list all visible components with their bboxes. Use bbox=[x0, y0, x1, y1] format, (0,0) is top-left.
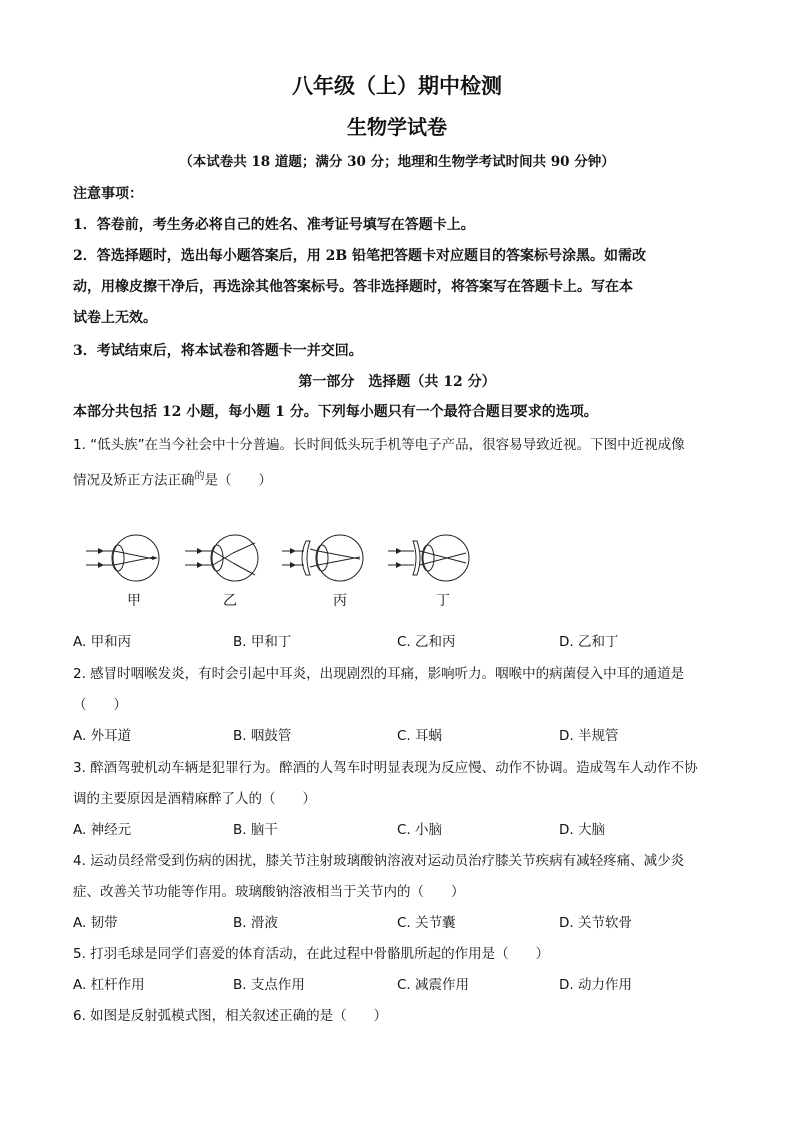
q4-option-b: B. 滑液 bbox=[233, 915, 278, 931]
q3-option-d: D. 大脑 bbox=[559, 822, 605, 838]
note-2-line-3: 试卷上无效。 bbox=[73, 310, 157, 326]
q1-stem-text: 情况及矫正方法正确 bbox=[73, 472, 195, 489]
q4-option-c: C. 关节囊 bbox=[397, 915, 456, 931]
q1-option-c: C. 乙和丙 bbox=[397, 634, 456, 650]
q5-option-a: A. 杠杆作用 bbox=[73, 977, 145, 993]
notes-heading: 注意事项： bbox=[73, 186, 143, 202]
q1-stem-line-2 bbox=[73, 467, 723, 489]
note-2-line-1: 2．答选择题时，选出每小题答案后，用 2B 铅笔把答题卡对应题目的答案标号涂黑。如需改 bbox=[73, 248, 647, 264]
eye-diagram-ding bbox=[386, 535, 476, 585]
exam-subtitle: 生物学试卷 bbox=[347, 115, 447, 139]
part1-heading: 第一部分 选择题（共 12 分） bbox=[298, 374, 496, 390]
q1-option-b: B. 甲和丁 bbox=[233, 634, 292, 650]
q5-option-b: B. 支点作用 bbox=[233, 977, 305, 993]
q1-stem-line-1: 1. “低头族”在当今社会中十分普遍。长时间低头玩手机等电子产品，很容易导致近视。下图中近视成像 bbox=[73, 437, 685, 453]
q4-option-a: A. 韧带 bbox=[73, 915, 118, 931]
q2-stem-line-2: （ ） bbox=[73, 697, 127, 713]
eye-diagram-bing bbox=[280, 535, 370, 585]
q6-stem-line-1: 6. 如图是反射弧模式图，相关叙述正确的是（ ） bbox=[73, 1008, 388, 1024]
q1-stem-paren: 是（ ） bbox=[204, 472, 272, 489]
q2-option-b: B. 咽鼓管 bbox=[233, 728, 292, 744]
q3-stem-line-1: 3. 醉酒驾驶机动车辆是犯罪行为。醉酒的人驾车时明显表现为反应慢、动作不协调。造成驾车人动作不协 bbox=[73, 760, 698, 776]
exam-title: 八年级（上）期中检测 bbox=[292, 73, 502, 98]
q3-option-c: C. 小脑 bbox=[397, 822, 443, 838]
q1-option-d: D. 乙和丁 bbox=[559, 634, 619, 650]
note-2-line-2: 动，用橡皮擦干净后，再选涂其他答案标号。答非选择题时，将答案写在答题卡上。写在本 bbox=[73, 279, 633, 295]
q1-option-a: A. 甲和丙 bbox=[73, 634, 132, 650]
q4-option-d: D. 关节软骨 bbox=[559, 915, 632, 931]
q2-stem-line-1: 2. 感冒时咽喉发炎，有时会引起中耳炎，出现剧烈的耳痛，影响听力。咽喉中的病菌侵入中耳的通道是 bbox=[73, 666, 685, 682]
q3-option-b: B. 脑干 bbox=[233, 822, 278, 838]
part1-intro: 本部分共包括 12 小题，每小题 1 分。下列每小题只有一个最符合题目要求的选项。 bbox=[73, 404, 598, 420]
note-1: 1．答卷前，考生务必将自己的姓名、准考证号填写在答题卡上。 bbox=[73, 217, 475, 233]
caption-yi: 乙 bbox=[223, 593, 237, 609]
q5-stem-line-1: 5. 打羽毛球是同学们喜爱的体育活动，在此过程中骨骼肌所起的作用是（ ） bbox=[73, 946, 550, 962]
q2-option-c: C. 耳蜗 bbox=[397, 728, 443, 744]
eye-diagram-jia bbox=[84, 535, 164, 585]
note-3: 3．考试结束后，将本试卷和答题卡一并交回。 bbox=[73, 343, 363, 359]
q2-option-a: A. 外耳道 bbox=[73, 728, 132, 744]
q1-stem-sup: 的 bbox=[194, 471, 205, 482]
exam-info: （本试卷共 18 道题；满分 30 分；地理和生物学考试时间共 90 分钟） bbox=[179, 154, 615, 170]
eye-diagram-yi bbox=[183, 535, 263, 585]
q4-stem-line-1: 4. 运动员经常受到伤病的困扰，膝关节注射玻璃酸钠溶液对运动员治疗膝关节疾病有减轻疼痛、减少炎 bbox=[73, 853, 685, 869]
q5-option-c: C. 减震作用 bbox=[397, 977, 470, 993]
q4-stem-line-2: 症、改善关节功能等作用。玻璃酸钠溶液相当于关节内的（ ） bbox=[73, 884, 465, 900]
q3-stem-line-2: 调的主要原因是酒精麻醉了人的（ ） bbox=[73, 791, 316, 807]
caption-bing: 丙 bbox=[333, 593, 347, 609]
q3-option-a: A. 神经元 bbox=[73, 822, 132, 838]
caption-jia: 甲 bbox=[127, 593, 141, 609]
q2-option-d: D. 半规管 bbox=[559, 728, 619, 744]
q5-option-d: D. 动力作用 bbox=[559, 977, 632, 993]
caption-ding: 丁 bbox=[436, 593, 450, 609]
